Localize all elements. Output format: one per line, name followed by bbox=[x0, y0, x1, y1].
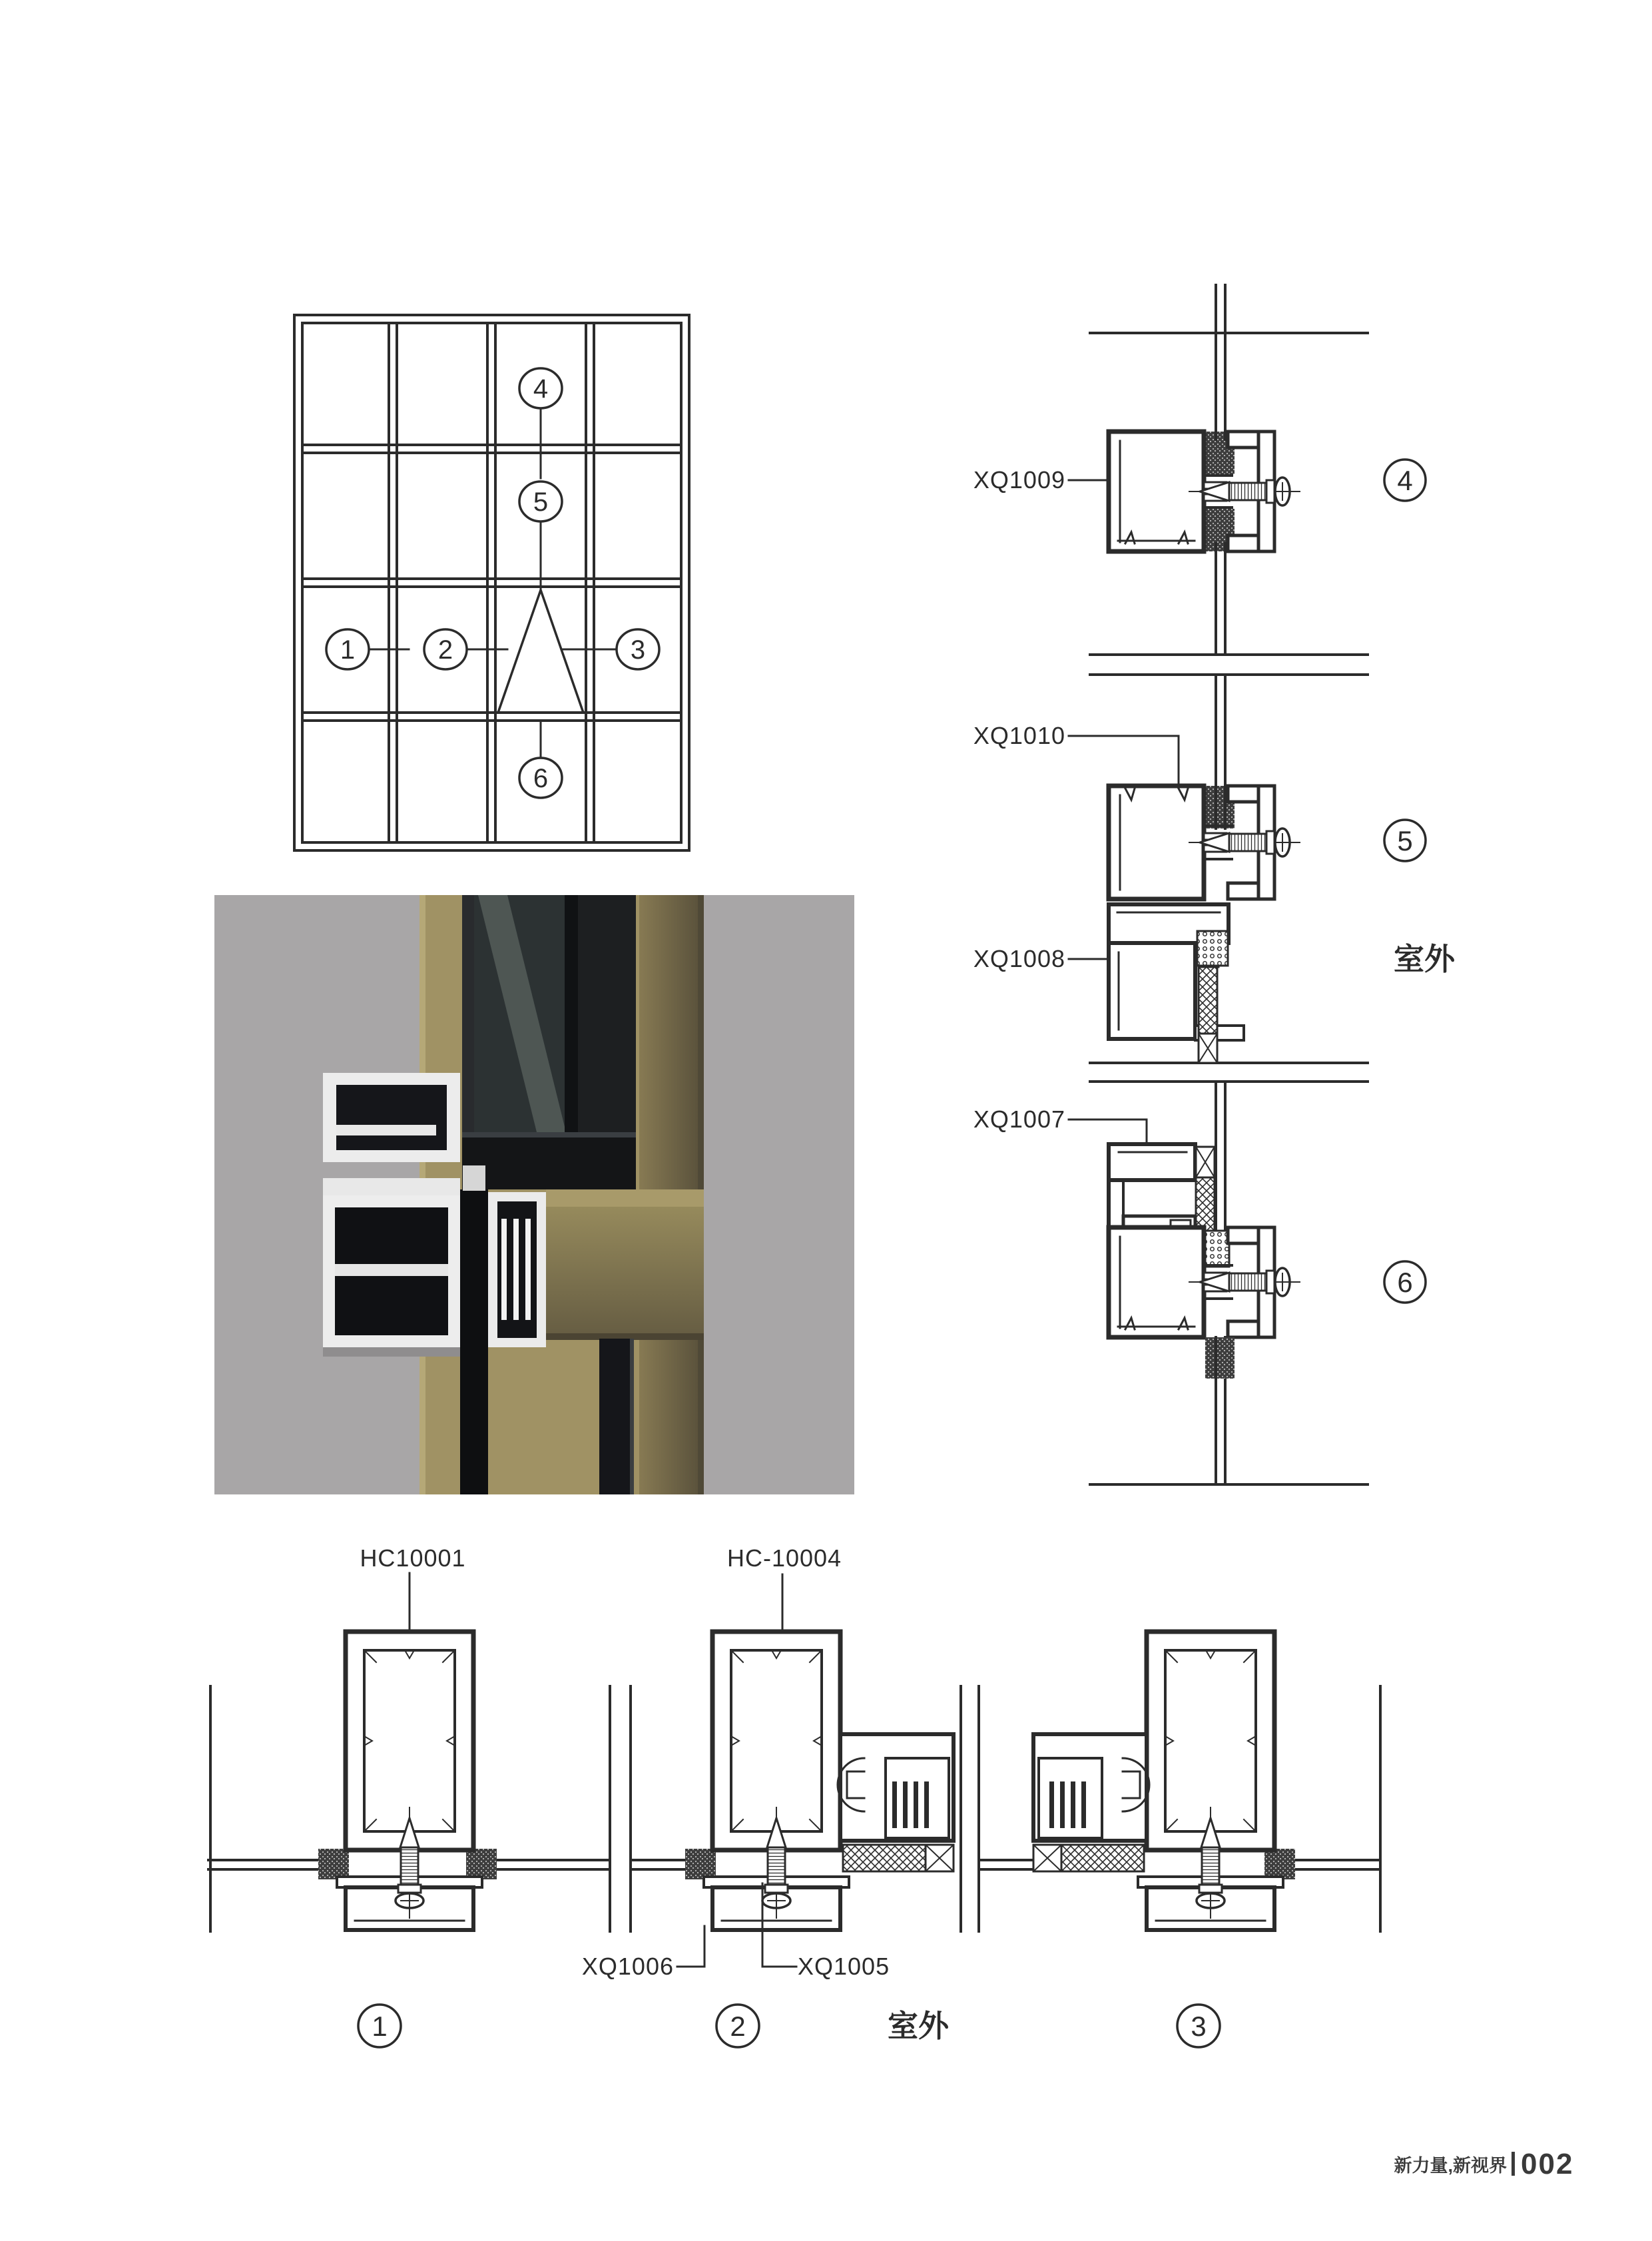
callout-number: 3 bbox=[1191, 2011, 1207, 2042]
section-detail-4 bbox=[973, 285, 1426, 655]
part-label-xq1006: XQ1006 bbox=[581, 1953, 674, 1980]
profile-corner-3d-render bbox=[214, 895, 854, 1494]
section-detail-6 bbox=[973, 1082, 1426, 1484]
part-label-xq1007: XQ1007 bbox=[973, 1106, 1065, 1133]
section-detail-5 bbox=[973, 675, 1456, 1063]
callout-number: 2 bbox=[730, 2011, 746, 2042]
elevation-callout-2 bbox=[424, 629, 467, 669]
horizontal-section-details bbox=[208, 1544, 1380, 2047]
page-footer bbox=[1394, 2148, 1573, 2180]
section-callout-1 bbox=[358, 2005, 401, 2047]
callout-number: 5 bbox=[533, 487, 549, 517]
callout-number: 2 bbox=[437, 635, 453, 665]
vertical-section-details bbox=[973, 285, 1456, 1484]
curtain-wall-elevation bbox=[294, 315, 689, 850]
elevation-callout-4 bbox=[519, 368, 562, 408]
vent-opening-symbol bbox=[498, 590, 583, 713]
x-brace-block bbox=[1033, 1845, 1061, 1871]
elevation-callout-6 bbox=[519, 758, 562, 798]
callout-number: 4 bbox=[1397, 465, 1413, 496]
elevation-callout-5 bbox=[519, 481, 562, 521]
outdoor-note: 室外 bbox=[888, 2009, 949, 2043]
callout-number: 3 bbox=[630, 635, 646, 665]
section-detail-3 bbox=[1033, 1632, 1295, 2047]
elevation-callout-3 bbox=[617, 629, 659, 669]
part-label-xq1005: XQ1005 bbox=[798, 1953, 890, 1980]
section-callout-5 bbox=[1384, 820, 1426, 861]
section-detail-1 bbox=[318, 1544, 497, 2047]
callout-number: 6 bbox=[533, 764, 549, 793]
section-callout-3 bbox=[1177, 2005, 1220, 2047]
footer-page-number: 002 bbox=[1521, 2148, 1574, 2180]
callout-number: 4 bbox=[533, 374, 549, 404]
callout-number: 1 bbox=[372, 2011, 388, 2042]
x-brace-block bbox=[926, 1845, 954, 1871]
part-label-xq1010: XQ1010 bbox=[973, 722, 1065, 749]
footer-slogan: 新力量,新视界 bbox=[1394, 2156, 1507, 2176]
part-label-hc10001: HC10001 bbox=[360, 1544, 466, 1572]
callout-number: 1 bbox=[340, 635, 356, 665]
part-label-xq1008: XQ1008 bbox=[973, 945, 1065, 972]
outdoor-note: 室外 bbox=[1394, 942, 1455, 976]
x-brace-block bbox=[1199, 1034, 1217, 1063]
footer-divider bbox=[1512, 2152, 1515, 2176]
section-callout-2 bbox=[716, 2005, 759, 2047]
section-callout-4 bbox=[1384, 460, 1426, 501]
callout-number: 5 bbox=[1397, 825, 1413, 856]
callout-number: 6 bbox=[1397, 1267, 1413, 1298]
elevation-callout-1 bbox=[326, 629, 369, 669]
section-detail-2 bbox=[582, 1544, 954, 2047]
part-label-hc10004: HC-10004 bbox=[726, 1544, 842, 1572]
section-callout-6 bbox=[1384, 1261, 1426, 1303]
part-label-xq1009: XQ1009 bbox=[973, 466, 1065, 493]
x-brace-block bbox=[1196, 1147, 1215, 1177]
